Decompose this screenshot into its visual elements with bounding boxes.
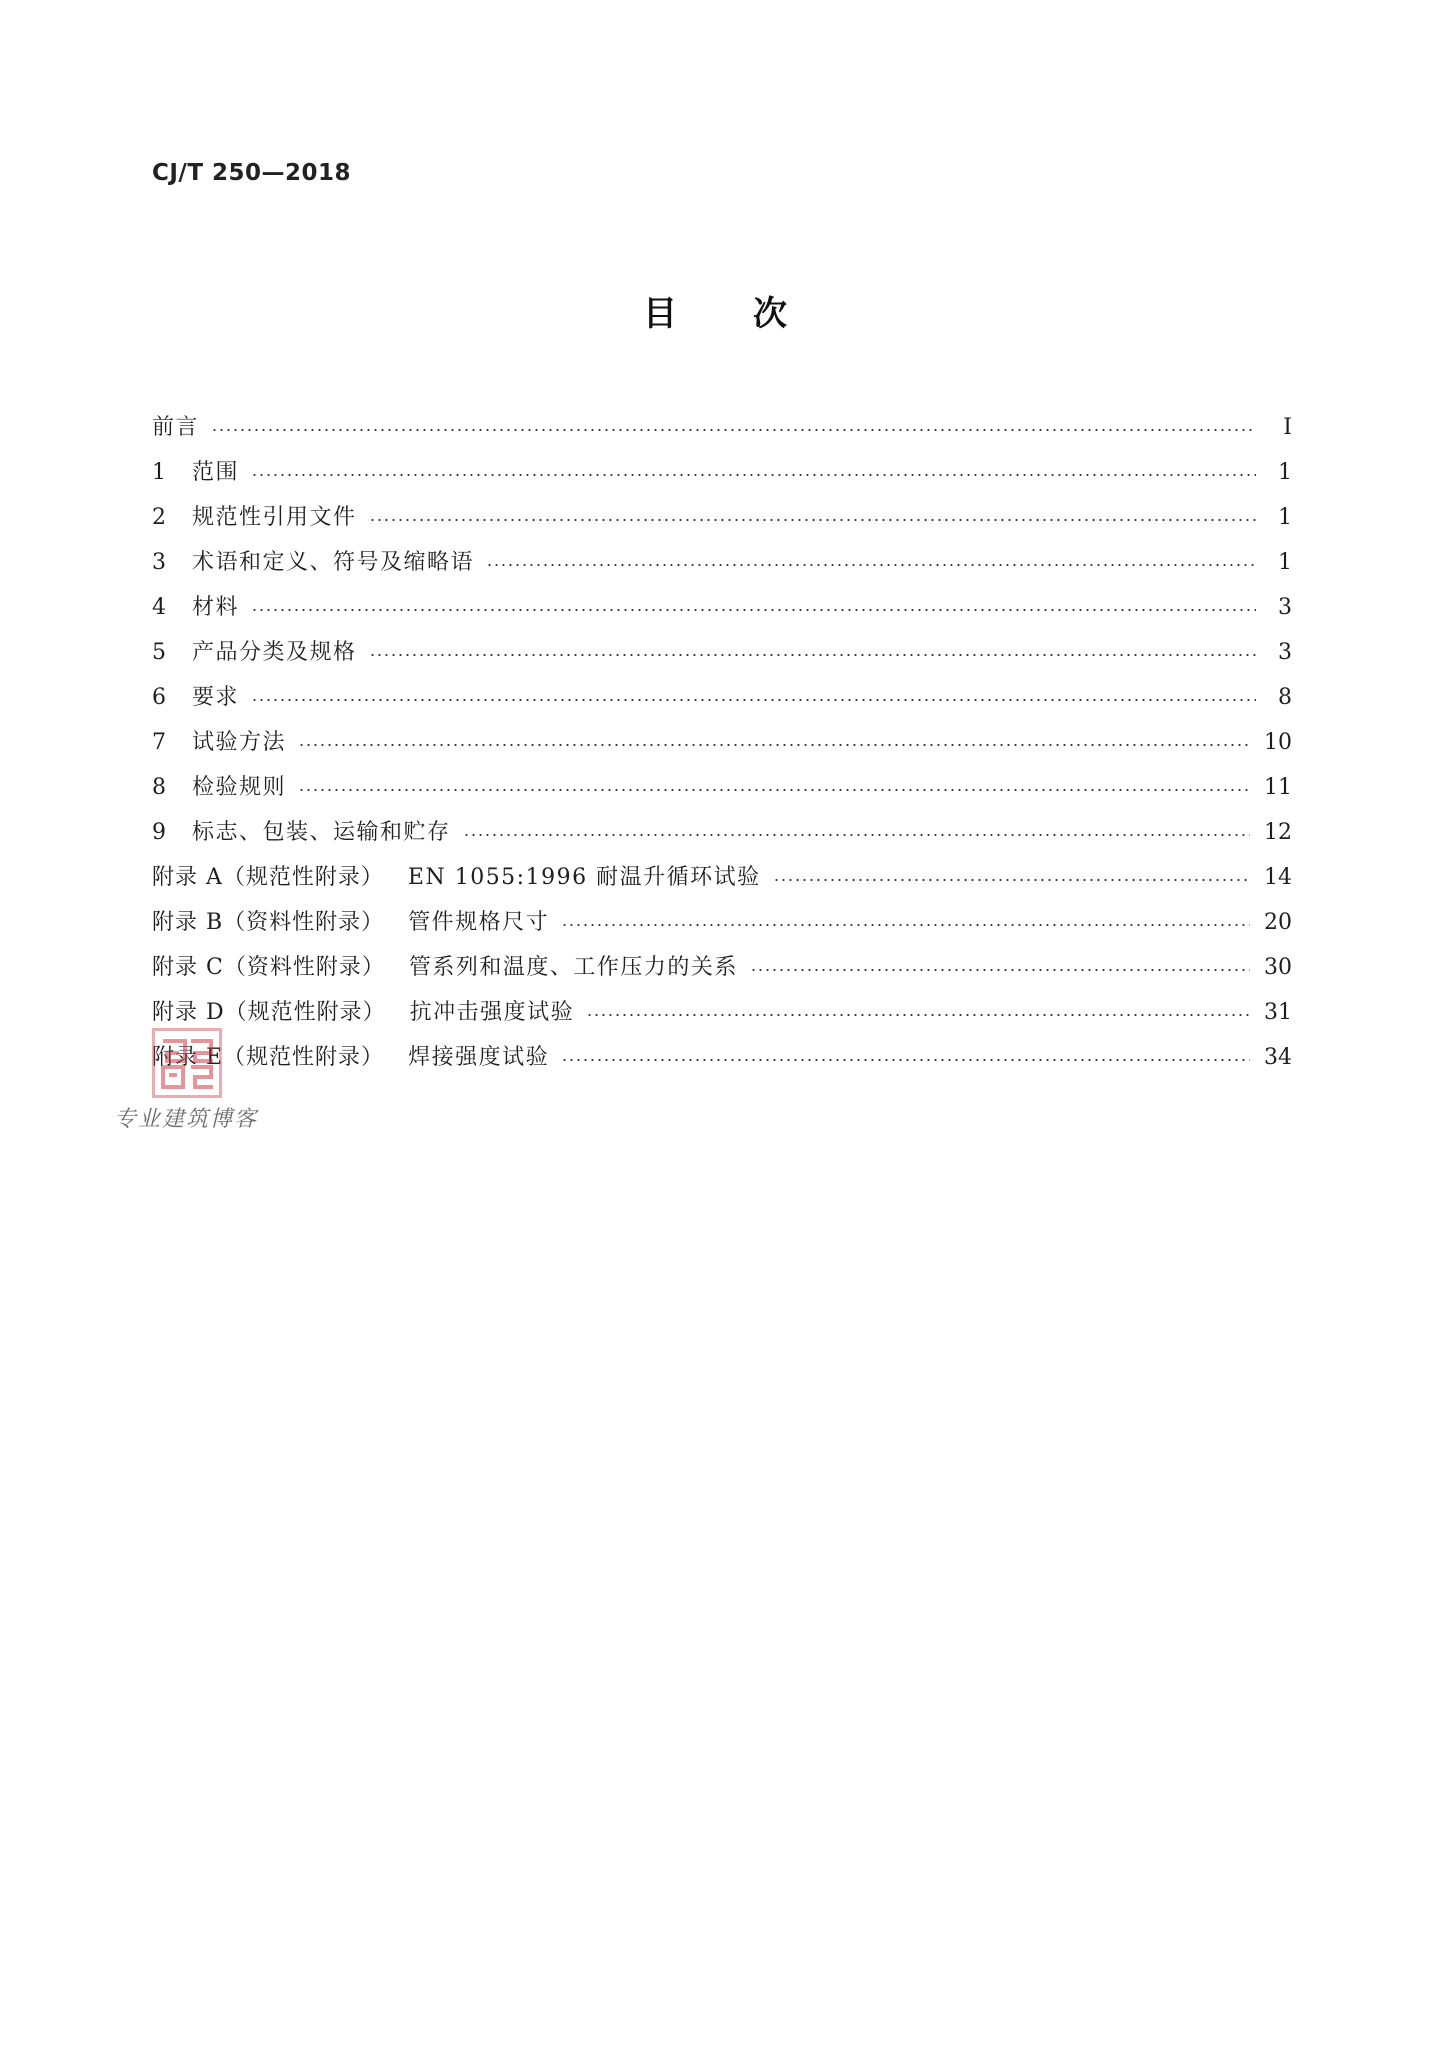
toc-dot-leader: [486, 564, 1256, 566]
toc-entry-page-number: 30: [1264, 955, 1292, 980]
toc-entry-page-number: 1: [1278, 460, 1292, 485]
toc-entry-title: 前言: [152, 415, 200, 440]
toc-dot-leader: [298, 789, 1250, 791]
toc-entry-number: 1: [152, 460, 166, 485]
title-char-1: 目: [643, 294, 677, 334]
toc-entry[interactable]: [152, 540, 1292, 585]
toc-entry-page-number: 8: [1278, 685, 1292, 710]
toc-entry-page-number: 31: [1264, 1000, 1292, 1025]
toc-dot-leader: [750, 969, 1250, 971]
toc-entry-number: 3: [152, 550, 166, 575]
toc-entry[interactable]: [152, 810, 1292, 855]
toc-entry-page-number: 11: [1264, 775, 1292, 800]
toc-entry[interactable]: [152, 450, 1292, 495]
toc-entry[interactable]: [152, 765, 1292, 810]
toc-entry-title: 术语和定义、符号及缩略语: [192, 550, 475, 575]
toc-entry-page-number: 20: [1264, 910, 1292, 935]
toc-entry-appendix-label: 附录 B（资料性附录）: [152, 910, 385, 935]
toc-entry[interactable]: [152, 900, 1292, 945]
document-code: CJ/T 250—2018: [152, 160, 352, 186]
toc-dot-leader: [773, 879, 1250, 881]
toc-entry-number: 8: [152, 775, 166, 800]
toc-entry[interactable]: [152, 720, 1292, 765]
toc-entry-title: 焊接强度试验: [408, 1045, 550, 1070]
toc-entry-appendix-label: 附录 A（规范性附录）: [152, 865, 384, 890]
toc-entry-number: 4: [152, 595, 166, 620]
toc-entry-page-number: 14: [1264, 865, 1292, 890]
toc-entry[interactable]: [152, 945, 1292, 990]
toc-entry-title: 规范性引用文件: [192, 505, 357, 530]
toc-dot-leader: [369, 654, 1256, 656]
toc-entry-appendix-label: 附录 D（规范性附录）: [152, 1000, 386, 1025]
toc-dot-leader: [463, 834, 1250, 836]
toc-entry-page-number: 12: [1264, 820, 1292, 845]
toc-dot-leader: [298, 744, 1250, 746]
toc-entry[interactable]: [152, 1035, 1292, 1080]
toc-entry-number: 9: [152, 820, 166, 845]
toc-entry[interactable]: [152, 855, 1292, 900]
toc-entry-title: 管系列和温度、工作压力的关系: [408, 955, 738, 980]
toc-entry-number: 2: [152, 505, 166, 530]
toc-entry-title: 要求: [192, 685, 240, 710]
toc-entry-page-number: 34: [1264, 1045, 1292, 1070]
toc-entry-title: 范围: [192, 460, 240, 485]
seal-stamp-icon: [152, 1028, 222, 1098]
toc-entry-number: 6: [152, 685, 166, 710]
toc-dot-leader: [251, 609, 1256, 611]
toc-entry[interactable]: [152, 585, 1292, 630]
toc-dot-leader: [561, 924, 1250, 926]
toc-entry-page-number: 1: [1278, 505, 1292, 530]
toc-entry-page-number: Ⅰ: [1283, 415, 1292, 440]
toc-entry[interactable]: [152, 495, 1292, 540]
toc-entry-page-number: 1: [1278, 550, 1292, 575]
table-of-contents: [152, 405, 1292, 1080]
toc-entry-title: 检验规则: [192, 775, 287, 800]
toc-entry-title: 管件规格尺寸: [408, 910, 550, 935]
toc-entry-page-number: 10: [1264, 730, 1292, 755]
toc-entry-appendix-label: 附录 C（资料性附录）: [152, 955, 385, 980]
toc-entry-appendix-label: 附录 E（规范性附录）: [152, 1045, 385, 1070]
toc-dot-leader: [211, 429, 1256, 431]
toc-dot-leader: [561, 1059, 1250, 1061]
toc-dot-leader: [251, 699, 1256, 701]
toc-entry-title: 产品分类及规格: [192, 640, 357, 665]
title-char-2: 次: [753, 294, 787, 334]
page-title: [0, 286, 1430, 335]
toc-entry-page-number: 3: [1278, 640, 1292, 665]
toc-entry-title: EN 1055:1996 耐温升循环试验: [407, 865, 761, 890]
toc-entry-title: 标志、包装、运输和贮存: [192, 820, 451, 845]
toc-entry-title: 材料: [192, 595, 240, 620]
toc-entry[interactable]: [152, 405, 1292, 450]
toc-entry[interactable]: [152, 990, 1292, 1035]
toc-entry-number: 7: [152, 730, 166, 755]
toc-entry-title: 抗冲击强度试验: [409, 1000, 575, 1025]
toc-entry-title: 试验方法: [192, 730, 287, 755]
toc-dot-leader: [586, 1014, 1250, 1016]
toc-entry[interactable]: [152, 675, 1292, 720]
toc-dot-leader: [369, 519, 1256, 521]
toc-entry-page-number: 3: [1278, 595, 1292, 620]
watermark-text: 专业建筑博客: [114, 1107, 259, 1132]
toc-entry[interactable]: [152, 630, 1292, 675]
toc-dot-leader: [251, 474, 1256, 476]
toc-entry-number: 5: [152, 640, 166, 665]
